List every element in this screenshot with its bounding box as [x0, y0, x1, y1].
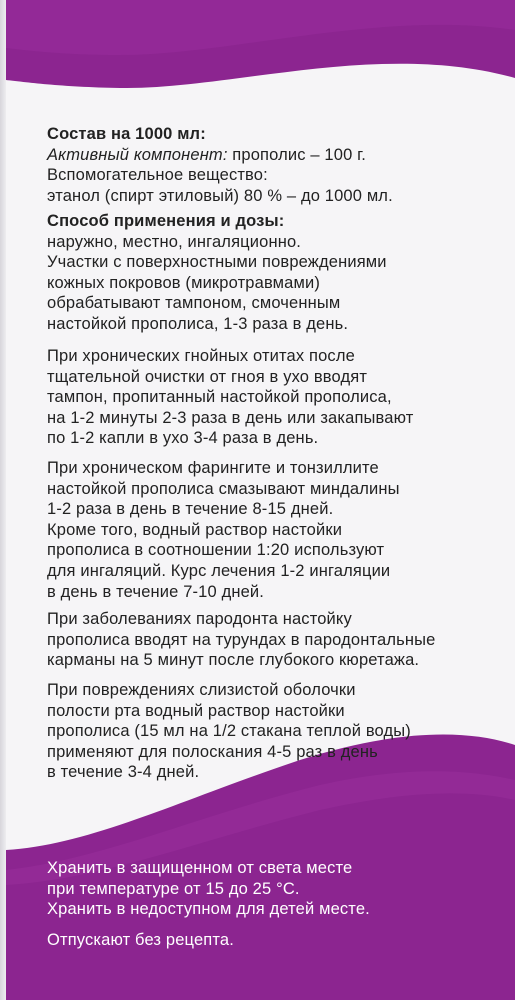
usage-line: настойкой прополиса смазывают миндалины	[47, 479, 400, 498]
usage-line: прополиса в соотношении 1:20 используют	[47, 541, 385, 560]
usage-line: При хроническом фарингите и тонзиллите	[47, 459, 379, 477]
usage-line: обрабатывают тампоном, смоченным	[47, 294, 341, 313]
usage-line: Участки с поверхностными повреждениями	[47, 253, 387, 272]
storage-section	[47, 858, 507, 920]
usage-line: Кроме того, водный раствор настойки	[47, 520, 343, 539]
usage-line: применяют для полоскания 4-5 раз в день	[47, 742, 378, 761]
pharyngitis-paragraph	[47, 458, 507, 602]
storage-line: Хранить в недоступном для детей месте.	[47, 900, 370, 919]
usage-line: по 1-2 капли в ухо 3-4 раза в день.	[47, 429, 319, 448]
scan-edge	[0, 0, 6, 1000]
mucosa-paragraph	[47, 680, 507, 783]
usage-line: для ингаляций. Курс лечения 1-2 ингаляции	[47, 561, 391, 580]
usage-line: тщательной очистки от гноя в ухо вводят	[47, 367, 368, 386]
usage-line: прополиса вводят на турундах в пародонтальные	[47, 630, 436, 649]
storage-line: Хранить в защищенном от света месте	[47, 859, 353, 877]
usage-line: на 1-2 минуты 2-3 раза в день или закапывают	[47, 408, 414, 427]
auxiliary-label: Вспомогательное вещество:	[47, 166, 268, 185]
usage-line: При повреждениях слизистой оболочки	[47, 681, 356, 699]
usage-line: кожных покровов (микротравмами)	[47, 273, 321, 292]
active-component-label: Активный компонент:	[47, 145, 228, 164]
auxiliary-value: этанол (спирт этиловый) 80 % – до 1000 мл.	[47, 186, 393, 205]
usage-line: При заболеваниях пародонта настойку	[47, 610, 352, 628]
otc-note: Отпускают без рецепта.	[47, 931, 234, 949]
composition-heading: Состав на 1000 мл:	[47, 125, 206, 143]
usage-line: наружно, местно, ингаляционно.	[47, 232, 302, 251]
otitis-paragraph	[47, 346, 507, 449]
usage-line: При хронических гнойных отитах после	[47, 347, 355, 365]
usage-line: полости рта водный раствор настойки	[47, 701, 345, 720]
usage-line: тампон, пропитанный настойкой прополиса,	[47, 388, 392, 407]
usage-line: в день в течение 7-10 дней.	[47, 582, 265, 601]
storage-line: при температуре от 15 до 25 °С.	[47, 879, 300, 898]
composition-section	[47, 124, 507, 206]
usage-line: прополиса (15 мл на 1/2 стакана теплой воды)	[47, 722, 411, 741]
usage-heading: Способ применения и дозы:	[47, 212, 285, 230]
usage-line: 1-2 раза в день в течение 8-15 дней.	[47, 500, 334, 519]
periodontal-paragraph	[47, 609, 507, 671]
usage-line: карманы на 5 минут после глубокого кюретажа.	[47, 651, 420, 670]
usage-line: настойкой прополиса, 1-3 раза в день.	[47, 314, 349, 333]
usage-line: в течение 3-4 дней.	[47, 763, 200, 782]
active-component-line	[47, 145, 507, 166]
active-component-value: прополис – 100 г.	[227, 145, 367, 164]
usage-section	[47, 211, 507, 335]
